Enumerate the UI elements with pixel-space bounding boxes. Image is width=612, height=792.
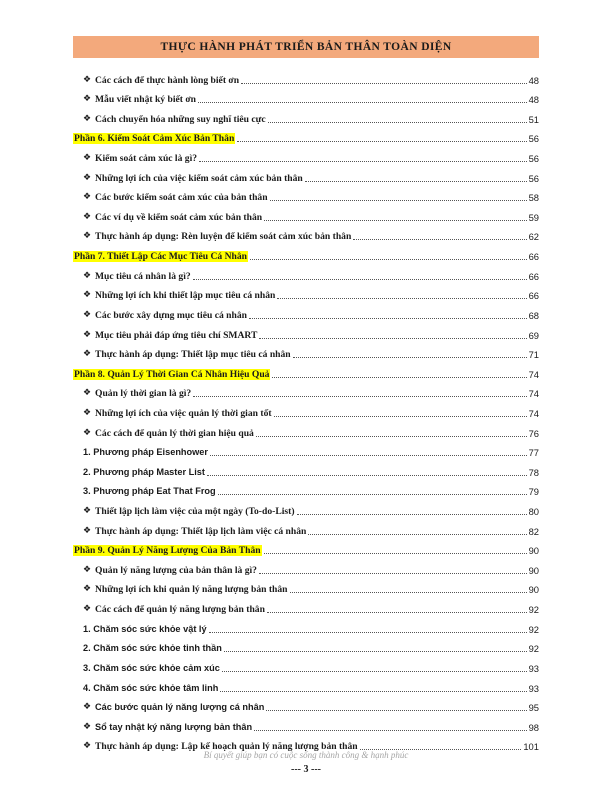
toc-entry-title: 4. Chăm sóc sức khỏe tâm linh	[83, 682, 219, 693]
toc-page-number: 56	[528, 153, 539, 165]
toc-entry[interactable]	[73, 341, 539, 361]
diamond-bullet-icon: ❖	[83, 270, 92, 281]
toc-page-number: 80	[528, 506, 539, 518]
dot-leader	[224, 651, 527, 652]
toc-entry[interactable]	[73, 380, 539, 400]
toc-entry[interactable]	[73, 517, 539, 537]
toc-page-number: 56	[528, 172, 539, 184]
document-title: THỰC HÀNH PHÁT TRIỂN BẢN THÂN TOÀN DIỆN	[160, 41, 452, 53]
toc-page-number: 59	[528, 211, 539, 223]
toc-page-number: 90	[528, 545, 539, 557]
toc-entry[interactable]	[73, 458, 539, 478]
toc-entry[interactable]	[73, 399, 539, 419]
dot-leader	[268, 122, 527, 123]
diamond-bullet-icon: ❖	[83, 604, 92, 615]
toc-page-number: 71	[528, 349, 539, 361]
toc-entry-title: Quản lý năng lượng của bản thân là gì?	[95, 564, 257, 576]
toc-entry[interactable]	[73, 184, 539, 204]
toc-entry-title: Các cách để quản lý thời gian hiệu quả	[95, 427, 254, 439]
diamond-bullet-icon: ❖	[83, 525, 92, 536]
toc-page-number: 48	[528, 74, 539, 86]
toc-page-number: 95	[528, 702, 539, 714]
dot-leader	[267, 612, 527, 613]
toc-entry[interactable]	[73, 86, 539, 106]
diamond-bullet-icon: ❖	[83, 290, 92, 301]
toc-entry-title: Kiểm soát cảm xúc là gì?	[95, 153, 198, 165]
toc-page-number: 92	[528, 623, 539, 635]
toc-page-number: 51	[528, 113, 539, 125]
toc-entry-title: Mẫu viết nhật ký biết ơn	[95, 94, 196, 106]
toc-entry[interactable]	[73, 164, 539, 184]
toc-page-number: 68	[528, 309, 539, 321]
toc-entry-title: Mục tiêu cá nhân là gì?	[95, 270, 191, 282]
dot-leader	[293, 357, 527, 358]
diamond-bullet-icon: ❖	[83, 172, 92, 183]
diamond-bullet-icon: ❖	[83, 113, 92, 124]
toc-entry-title: Các cách để quản lý năng lượng bản thân	[95, 604, 265, 616]
toc-entry-title: Phần 7. Thiết Lập Các Mục Tiêu Cá Nhân	[74, 251, 247, 263]
diamond-bullet-icon: ❖	[83, 427, 92, 438]
toc-page-number: 93	[528, 662, 539, 674]
dot-leader	[353, 239, 526, 240]
diamond-bullet-icon: ❖	[83, 153, 92, 164]
toc-page-number: 58	[528, 192, 539, 204]
dot-leader	[237, 141, 526, 142]
toc-entry[interactable]	[73, 478, 539, 498]
dot-leader	[290, 592, 527, 593]
toc-entry[interactable]	[73, 595, 539, 615]
toc-entry-title: Thực hành áp dụng: Thiết lập mục tiêu cá nhân	[95, 349, 291, 361]
toc-entry[interactable]	[73, 262, 539, 282]
toc-page-number: 74	[528, 407, 539, 419]
toc-entry-title: Phần 6. Kiểm Soát Cảm Xúc Bản Thân	[74, 133, 235, 145]
toc-part-heading[interactable]	[73, 125, 539, 145]
toc-entry-title: Thực hành áp dụng: Thiết lập lịch làm việc cá nhân	[95, 525, 307, 537]
dot-leader	[264, 553, 527, 554]
toc-page-number: 93	[528, 682, 539, 694]
diamond-bullet-icon: ❖	[83, 741, 92, 752]
toc-entry-title: Các cách để thực hành lòng biết ơn	[95, 74, 240, 86]
toc-part-heading[interactable]	[73, 360, 539, 380]
toc-page-number: 66	[528, 251, 539, 263]
toc-page-number: 79	[528, 486, 539, 498]
toc-entry-title: 1. Chăm sóc sức khỏe vật lý	[83, 623, 207, 634]
diamond-bullet-icon: ❖	[83, 349, 92, 360]
toc-part-heading[interactable]	[73, 242, 539, 262]
toc-page-number: 62	[528, 231, 539, 243]
diamond-bullet-icon: ❖	[83, 721, 92, 732]
toc-entry[interactable]	[73, 223, 539, 243]
dot-leader	[193, 279, 527, 280]
toc-entry[interactable]	[73, 654, 539, 674]
toc-entry-title: Những lợi ích khi quản lý năng lượng bản thân	[95, 584, 288, 596]
dot-leader	[305, 181, 527, 182]
dot-leader	[198, 102, 527, 103]
table-of-contents	[73, 66, 539, 752]
toc-page-number: 82	[528, 525, 539, 537]
dot-leader	[218, 494, 527, 495]
toc-entry-title: Mục tiêu phải đáp ứng tiêu chí SMART	[95, 329, 258, 341]
toc-entry-title: Các bước xây dựng mục tiêu cá nhân	[95, 309, 247, 321]
footer-tagline: Bí quyết giúp bạn có cuộc sống thành công & hạnh phúc	[203, 750, 409, 760]
diamond-bullet-icon: ❖	[83, 192, 92, 203]
toc-page-number: 76	[528, 427, 539, 439]
header-bar	[73, 36, 539, 58]
toc-entry-title: 3. Phương pháp Eat That Frog	[83, 486, 216, 497]
dot-leader	[250, 259, 527, 260]
diamond-bullet-icon: ❖	[83, 211, 92, 222]
toc-entry-title: Thực hành áp dụng: Rèn luyện để kiểm soát cảm xúc bản thân	[95, 231, 352, 243]
dot-leader	[308, 534, 526, 535]
toc-entry-title: Thực hành áp dụng: Lập kế hoạch quản lý năng lượng bản thân	[95, 741, 358, 753]
toc-entry-title: Phần 9. Quản Lý Năng Lượng Của Bản Thân	[74, 545, 261, 557]
toc-entry-title: Thiết lập lịch làm việc của một ngày (To-do-List)	[95, 506, 295, 518]
dot-leader	[259, 338, 526, 339]
diamond-bullet-icon: ❖	[83, 388, 92, 399]
toc-entry-title: Những lợi ích khi thiết lập mục tiêu cá nhân	[95, 290, 276, 302]
toc-entry-title: Các ví dụ về kiểm soát cảm xúc bản thân	[95, 211, 263, 223]
toc-page-number: 56	[528, 133, 539, 145]
dot-leader	[193, 396, 526, 397]
dot-leader	[207, 475, 527, 476]
toc-page-number: 101	[523, 741, 539, 753]
dot-leader	[272, 377, 526, 378]
toc-entry[interactable]	[73, 203, 539, 223]
toc-page-number: 66	[528, 270, 539, 282]
toc-page-number: 92	[528, 604, 539, 616]
toc-page-number: 90	[528, 584, 539, 596]
toc-entry[interactable]	[73, 105, 539, 125]
toc-entry[interactable]	[73, 615, 539, 635]
toc-entry[interactable]	[73, 694, 539, 714]
dot-leader	[270, 200, 527, 201]
toc-entry-title: 2. Chăm sóc sức khỏe tinh thần	[83, 643, 222, 654]
toc-page-number: 98	[528, 721, 539, 733]
dot-leader	[254, 730, 526, 731]
toc-page-number: 77	[528, 447, 539, 459]
toc-entry-title: 1. Phương pháp Eisenhower	[83, 447, 208, 458]
toc-page-number: 69	[528, 329, 539, 341]
toc-entry[interactable]	[73, 321, 539, 341]
dot-leader	[220, 691, 526, 692]
dot-leader	[264, 220, 526, 221]
dot-leader	[266, 710, 526, 711]
toc-entry[interactable]	[73, 674, 539, 694]
diamond-bullet-icon: ❖	[83, 94, 92, 105]
dot-leader	[249, 318, 527, 319]
toc-page-number: 74	[528, 368, 539, 380]
toc-page-number: 90	[528, 564, 539, 576]
dot-leader	[297, 514, 527, 515]
toc-entry[interactable]	[73, 556, 539, 576]
toc-entry[interactable]	[73, 66, 539, 86]
toc-entry[interactable]	[73, 144, 539, 164]
dot-leader	[274, 416, 527, 417]
diamond-bullet-icon: ❖	[83, 702, 92, 713]
dot-leader	[209, 632, 527, 633]
diamond-bullet-icon: ❖	[83, 74, 92, 85]
diamond-bullet-icon: ❖	[83, 231, 92, 242]
diamond-bullet-icon: ❖	[83, 584, 92, 595]
toc-page-number: 78	[528, 466, 539, 478]
toc-entry-title: Những lợi ích của việc quản lý thời gian tốt	[95, 407, 272, 419]
toc-entry-title: Những lợi ích của việc kiểm soát cảm xúc bản thân	[95, 172, 303, 184]
dot-leader	[259, 573, 527, 574]
diamond-bullet-icon: ❖	[83, 564, 92, 575]
dot-leader	[210, 455, 527, 456]
toc-entry-title: Các bước quản lý năng lượng cá nhân	[95, 702, 265, 713]
toc-entry-title: 3. Chăm sóc sức khỏe cảm xúc	[83, 662, 220, 673]
toc-entry-title: Quản lý thời gian là gì?	[95, 388, 192, 400]
toc-entry[interactable]	[73, 282, 539, 302]
toc-entry[interactable]	[73, 497, 539, 517]
toc-page-number: 66	[528, 290, 539, 302]
toc-entry[interactable]	[73, 635, 539, 655]
footer-page-number: --- 3 ---	[291, 764, 321, 775]
dot-leader	[241, 83, 527, 84]
dot-leader	[256, 436, 527, 437]
diamond-bullet-icon: ❖	[83, 407, 92, 418]
toc-entry[interactable]	[73, 439, 539, 459]
toc-page-number: 74	[528, 388, 539, 400]
toc-entry[interactable]	[73, 576, 539, 596]
toc-page-number: 48	[528, 94, 539, 106]
dot-leader	[199, 161, 527, 162]
diamond-bullet-icon: ❖	[83, 506, 92, 517]
dot-leader	[277, 298, 526, 299]
toc-entry[interactable]	[73, 713, 539, 733]
toc-part-heading[interactable]	[73, 537, 539, 557]
toc-entry[interactable]	[73, 301, 539, 321]
toc-entry-title: Sổ tay nhật ký năng lượng bản thân	[95, 721, 253, 732]
toc-entry-title: Cách chuyển hóa những suy nghĩ tiêu cực	[95, 113, 266, 125]
toc-entry[interactable]	[73, 419, 539, 439]
toc-entry-title: Các bước kiểm soát cảm xúc của bản thân	[95, 192, 268, 204]
toc-page-number: 92	[528, 643, 539, 655]
diamond-bullet-icon: ❖	[83, 309, 92, 320]
dot-leader	[222, 671, 527, 672]
toc-entry-title: 2. Phương pháp Master List	[83, 466, 205, 477]
diamond-bullet-icon: ❖	[83, 329, 92, 340]
toc-entry-title: Phần 8. Quản Lý Thời Gian Cá Nhân Hiệu Quả	[74, 368, 270, 380]
